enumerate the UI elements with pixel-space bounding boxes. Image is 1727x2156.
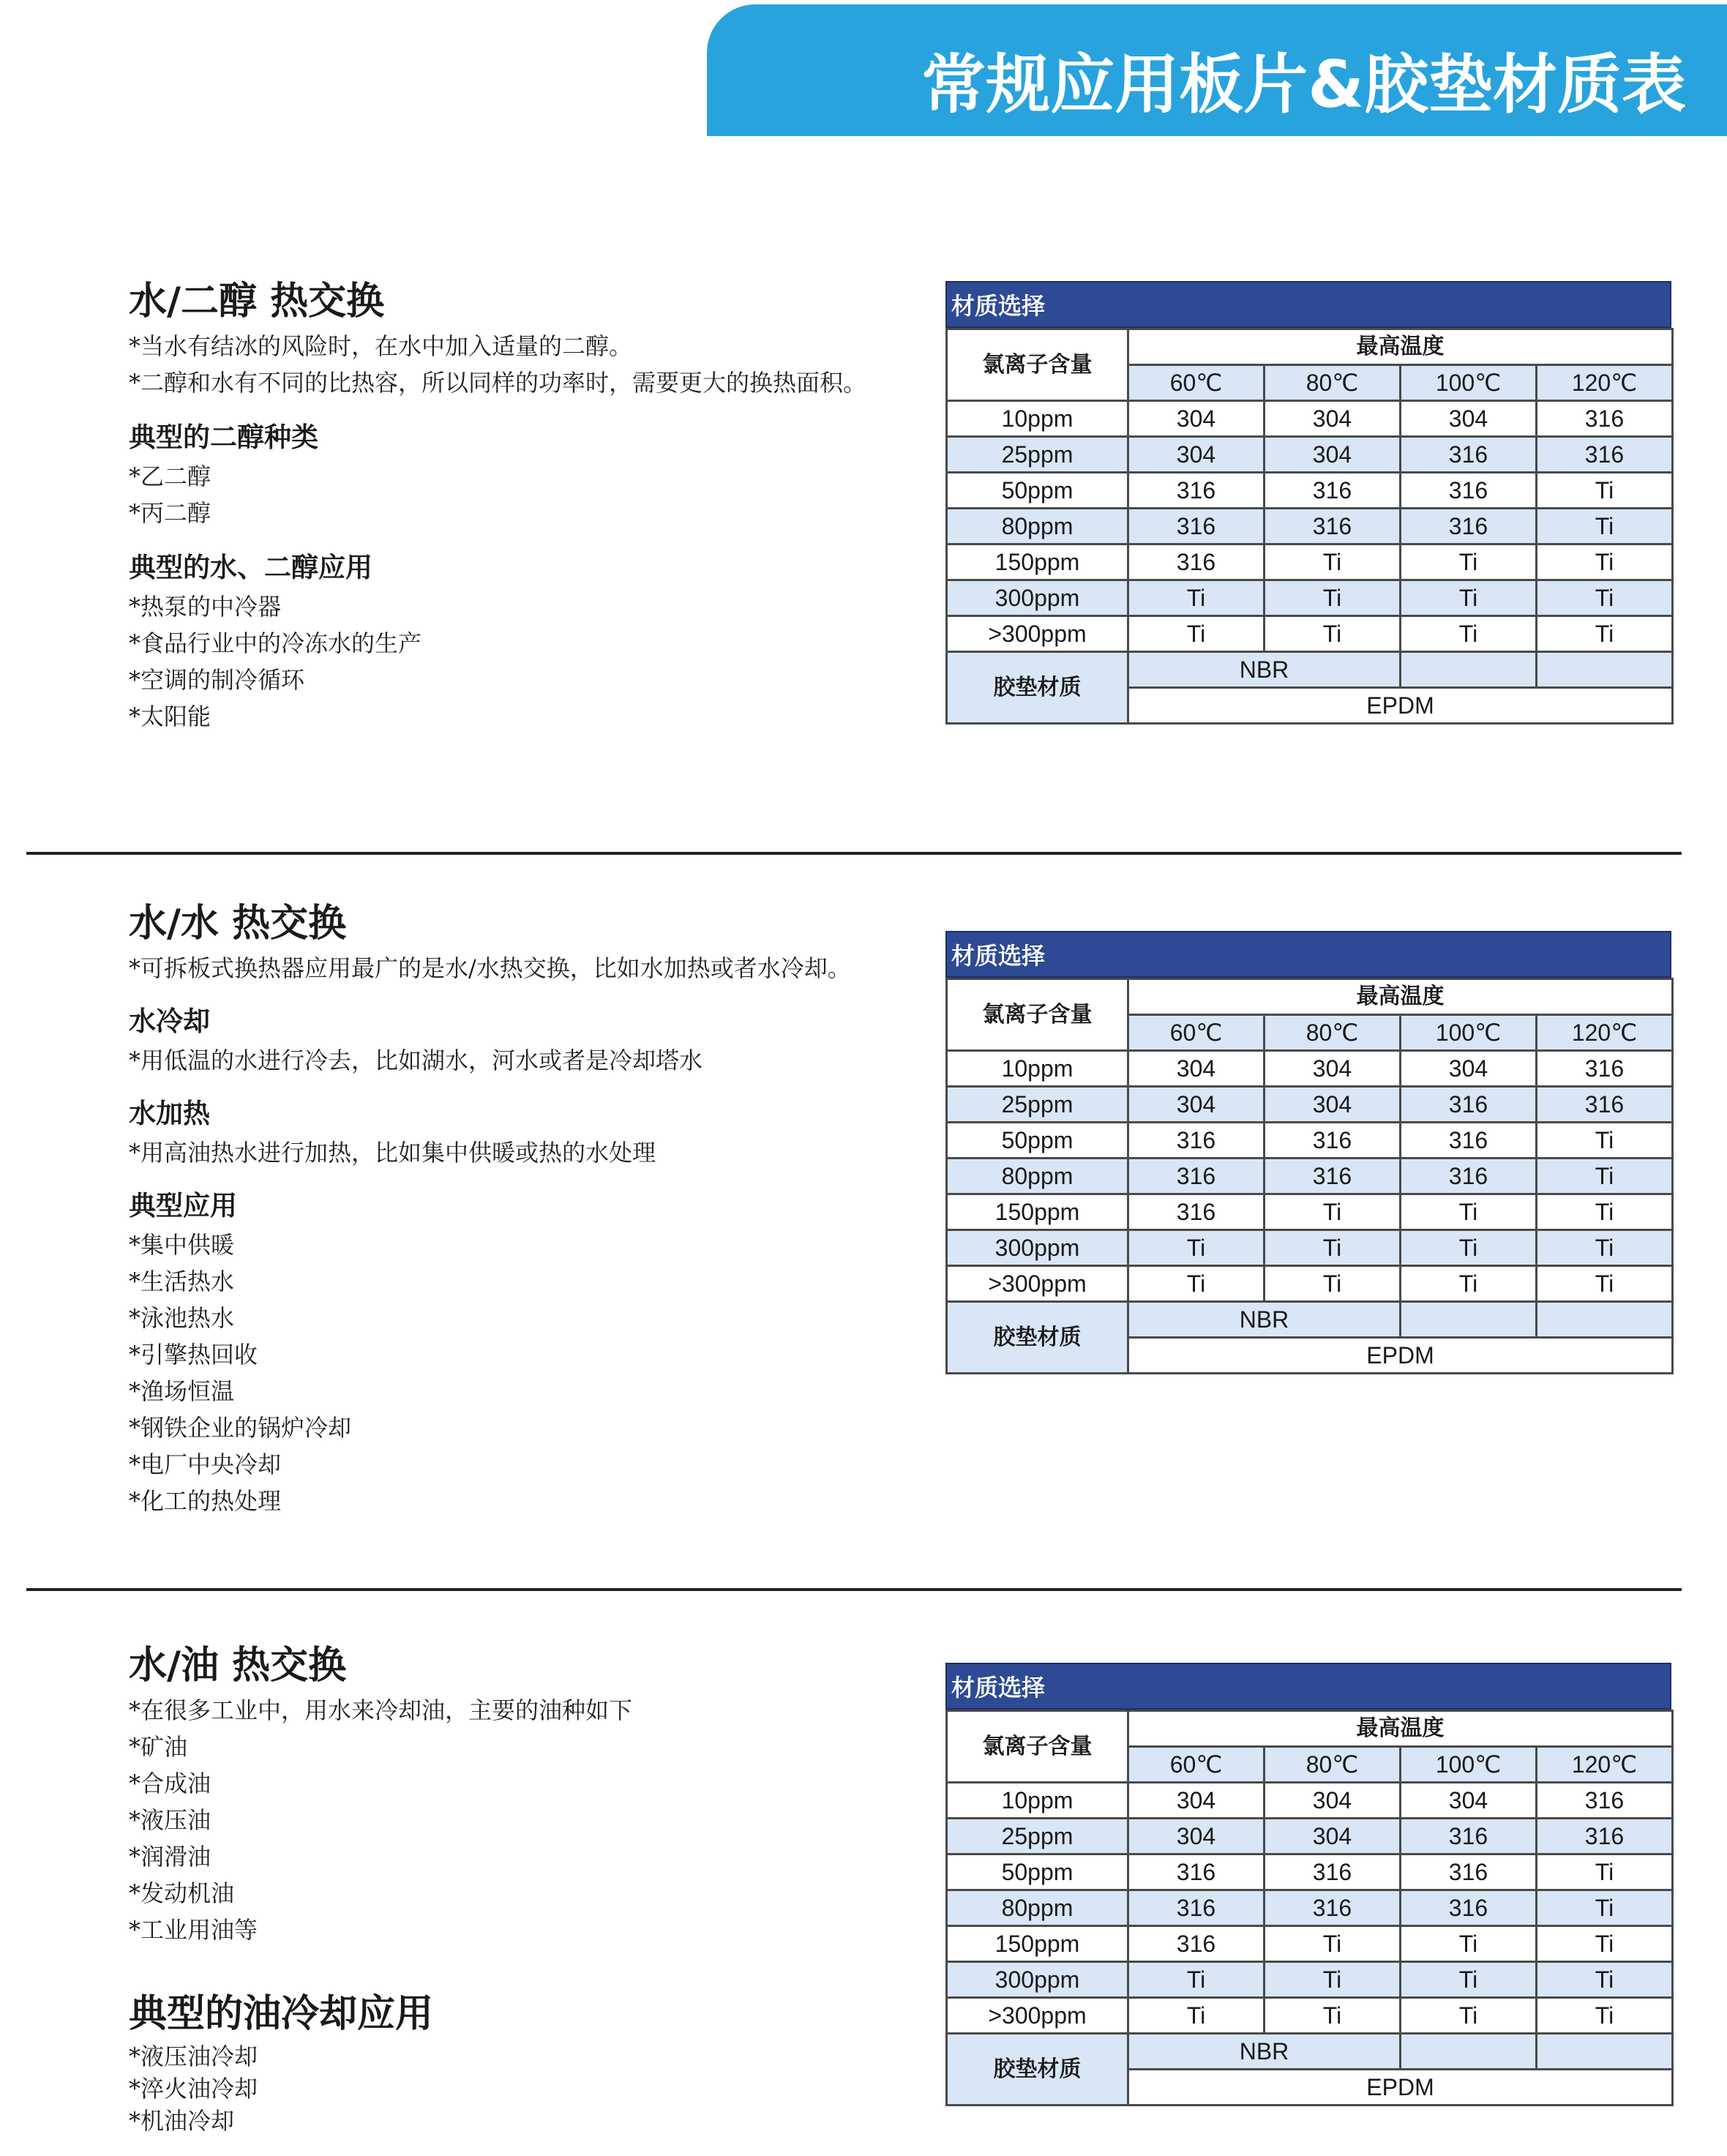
material-cell: Ti: [1537, 1890, 1673, 1926]
ppm-cell: 80ppm: [947, 1890, 1128, 1926]
material-cell: Ti: [1265, 1926, 1401, 1962]
group-heading: 水冷却: [129, 1006, 210, 1037]
material-cell: Ti: [1537, 580, 1673, 616]
chloride-header: 氯离子含量: [947, 979, 1128, 1051]
table-row: [947, 1230, 1673, 1266]
material-cell: Ti: [1537, 1854, 1673, 1890]
ppm-cell: 150ppm: [947, 1194, 1128, 1230]
material-cell: 316: [1537, 401, 1673, 437]
gasket-empty-cell: [1401, 2034, 1537, 2070]
table-row: [947, 1051, 1673, 1087]
section-text: [129, 897, 934, 1519]
max-temp-header: 最高温度: [1128, 979, 1673, 1015]
material-cell: 316: [1401, 473, 1537, 509]
table-row: [947, 401, 1673, 437]
group-heading: 典型应用: [129, 1190, 237, 1221]
material-cell: Ti: [1537, 1962, 1673, 1998]
list-item: *电厂中央冷却: [129, 1451, 282, 1478]
material-cell: Ti: [1537, 616, 1673, 652]
material-cell: 316: [1128, 1890, 1265, 1926]
material-cell: 304: [1128, 1051, 1265, 1087]
list-item: *液压油冷却: [129, 2043, 258, 2070]
material-cell: Ti: [1128, 580, 1265, 616]
material-cell: 316: [1265, 509, 1401, 544]
temp-header: 80℃: [1265, 365, 1401, 401]
temp-header: 80℃: [1265, 1747, 1401, 1783]
list-item: *食品行业中的冷冻水的生产: [129, 629, 422, 657]
material-cell: 316: [1537, 1051, 1673, 1087]
temp-header: 120℃: [1537, 365, 1673, 401]
material-cell: 316: [1401, 509, 1537, 544]
material-cell: 304: [1128, 1087, 1265, 1123]
material-cell: Ti: [1401, 1230, 1537, 1266]
material-cell: Ti: [1537, 473, 1673, 509]
gasket-label: 胶垫材质: [947, 1302, 1128, 1374]
material-cell: 316: [1128, 509, 1265, 544]
chloride-header: 氯离子含量: [947, 1711, 1128, 1783]
material-cell: 316: [1265, 473, 1401, 509]
gasket-label: 胶垫材质: [947, 2034, 1128, 2106]
material-cell: Ti: [1401, 580, 1537, 616]
table-row: [947, 544, 1673, 580]
group-heading: 典型的水、二醇应用: [129, 552, 372, 583]
material-cell: Ti: [1401, 1998, 1537, 2034]
material-cell: 316: [1401, 1819, 1537, 1854]
material-table-panel: [945, 281, 1671, 725]
section-divider: [26, 852, 1682, 855]
table-caption: 材质选择: [945, 281, 1671, 328]
table-row: [947, 1926, 1673, 1962]
list-item: *合成油: [129, 1770, 211, 1797]
material-cell: 316: [1128, 1194, 1265, 1230]
gasket-empty-cell: [1537, 2034, 1673, 2070]
table-row: [947, 1819, 1673, 1854]
list-item: *渔场恒温: [129, 1377, 235, 1405]
material-cell: 316: [1128, 544, 1265, 580]
ppm-cell: 25ppm: [947, 437, 1128, 473]
max-temp-header: 最高温度: [1128, 329, 1673, 365]
ppm-cell: 80ppm: [947, 1159, 1128, 1194]
table-row: [947, 1266, 1673, 1302]
ppm-cell: >300ppm: [947, 616, 1128, 652]
temp-header: 120℃: [1537, 1747, 1673, 1783]
gasket-nbr: NBR: [1128, 652, 1401, 688]
material-cell: Ti: [1401, 1926, 1537, 1962]
material-cell: 304: [1401, 401, 1537, 437]
ppm-cell: 50ppm: [947, 1854, 1128, 1890]
list-item: *工业用油等: [129, 1916, 258, 1944]
material-cell: Ti: [1265, 1194, 1401, 1230]
chloride-header: 氯离子含量: [947, 329, 1128, 401]
section-divider: [26, 1588, 1682, 1591]
material-table: [945, 328, 1674, 725]
list-item: *空调的制冷循环: [129, 666, 305, 694]
page-title: 常规应用板片&胶垫材质表: [921, 47, 1686, 122]
list-item: *钢铁企业的锅炉冷却: [129, 1414, 352, 1442]
material-cell: 316: [1401, 1854, 1537, 1890]
material-cell: 316: [1537, 1783, 1673, 1819]
material-cell: Ti: [1265, 1230, 1401, 1266]
material-table: [945, 1710, 1674, 2106]
list-item: *液压油: [129, 1806, 211, 1834]
material-cell: 316: [1128, 1159, 1265, 1194]
table-row: [947, 580, 1673, 616]
material-cell: Ti: [1128, 1962, 1265, 1998]
table-row: [947, 1194, 1673, 1230]
material-cell: 304: [1401, 1783, 1537, 1819]
table-caption: 材质选择: [945, 931, 1671, 978]
ppm-cell: 300ppm: [947, 1962, 1128, 1998]
material-cell: Ti: [1401, 616, 1537, 652]
temp-header: 100℃: [1401, 365, 1537, 401]
list-item: *集中供暖: [129, 1231, 235, 1259]
material-cell: 304: [1401, 1051, 1537, 1087]
list-item: *矿油: [129, 1733, 188, 1761]
table-row: [947, 509, 1673, 544]
temp-header: 100℃: [1401, 1015, 1537, 1051]
ppm-cell: 50ppm: [947, 473, 1128, 509]
ppm-cell: 25ppm: [947, 1819, 1128, 1854]
table-row: [947, 1962, 1673, 1998]
material-cell: 316: [1537, 437, 1673, 473]
material-cell: Ti: [1537, 509, 1673, 544]
material-cell: 316: [1265, 1890, 1401, 1926]
ppm-cell: 10ppm: [947, 1051, 1128, 1087]
list-item: *用高油热水进行加热，比如集中供暖或热的水处理: [129, 1139, 656, 1167]
material-cell: Ti: [1265, 1266, 1401, 1302]
gasket-label: 胶垫材质: [947, 652, 1128, 724]
material-table: [945, 978, 1674, 1374]
list-item: *机油冷却: [129, 2107, 235, 2135]
material-cell: 316: [1265, 1854, 1401, 1890]
section-title: 水/水 热交换: [129, 902, 347, 946]
material-cell: Ti: [1128, 1998, 1265, 2034]
ppm-cell: 150ppm: [947, 1926, 1128, 1962]
table-row: [947, 473, 1673, 509]
gasket-empty-cell: [1401, 1302, 1537, 1338]
temp-header: 60℃: [1128, 365, 1265, 401]
material-cell: Ti: [1537, 544, 1673, 580]
table-row: [947, 1159, 1673, 1194]
material-cell: 304: [1265, 1819, 1401, 1854]
material-cell: Ti: [1401, 1194, 1537, 1230]
material-cell: Ti: [1265, 1962, 1401, 1998]
material-table-panel: [945, 1663, 1671, 2106]
material-cell: 316: [1537, 1087, 1673, 1123]
temp-header: 80℃: [1265, 1015, 1401, 1051]
material-cell: 316: [1401, 1890, 1537, 1926]
ppm-cell: 50ppm: [947, 1123, 1128, 1159]
material-cell: 304: [1128, 1783, 1265, 1819]
table-row: [947, 1783, 1673, 1819]
gasket-epdm: EPDM: [1128, 688, 1673, 724]
table-caption: 材质选择: [945, 1663, 1671, 1710]
list-item: *太阳能: [129, 703, 211, 730]
list-item: *淬火油冷却: [129, 2075, 258, 2103]
group-heading: 典型的油冷却应用: [129, 1992, 434, 2036]
material-cell: Ti: [1265, 580, 1401, 616]
list-item: *发动机油: [129, 1879, 235, 1907]
section-title: 水/二醇 热交换: [129, 280, 385, 323]
gasket-empty-cell: [1537, 652, 1673, 688]
list-item: *生活热水: [129, 1268, 235, 1295]
gasket-nbr: NBR: [1128, 1302, 1401, 1338]
group-heading: 典型的二醇种类: [129, 422, 318, 453]
ppm-cell: >300ppm: [947, 1998, 1128, 2034]
table-row: [947, 1890, 1673, 1926]
section-title: 水/油 热交换: [129, 1644, 347, 1688]
table-row: [947, 1998, 1673, 2034]
ppm-cell: 10ppm: [947, 401, 1128, 437]
material-cell: 316: [1128, 1854, 1265, 1890]
group-heading: 水加热: [129, 1098, 210, 1129]
material-cell: Ti: [1537, 1926, 1673, 1962]
table-row: [947, 616, 1673, 652]
material-cell: Ti: [1265, 1998, 1401, 2034]
material-cell: 316: [1401, 1159, 1537, 1194]
list-item: *热泵的中冷器: [129, 593, 282, 621]
ppm-cell: 300ppm: [947, 1230, 1128, 1266]
table-row: [947, 437, 1673, 473]
max-temp-header: 最高温度: [1128, 1711, 1673, 1747]
gasket-epdm: EPDM: [1128, 2070, 1673, 2106]
intro-line: *可拆板式换热器应用最广的是水/水热交换，比如水加热或者水冷却。: [129, 954, 851, 982]
material-cell: Ti: [1537, 1159, 1673, 1194]
material-cell: Ti: [1128, 1230, 1265, 1266]
material-cell: 316: [1401, 1087, 1537, 1123]
ppm-cell: 150ppm: [947, 544, 1128, 580]
list-item: *泳池热水: [129, 1304, 235, 1332]
material-cell: 304: [1265, 1087, 1401, 1123]
material-cell: 316: [1128, 473, 1265, 509]
material-cell: 316: [1401, 1123, 1537, 1159]
material-cell: 304: [1265, 1783, 1401, 1819]
material-cell: Ti: [1401, 544, 1537, 580]
material-cell: 316: [1128, 1926, 1265, 1962]
material-cell: Ti: [1401, 1266, 1537, 1302]
intro-line: *在很多工业中，用水来冷却油，主要的油种如下: [129, 1696, 633, 1724]
ppm-cell: 25ppm: [947, 1087, 1128, 1123]
material-cell: 304: [1128, 1819, 1265, 1854]
material-cell: 304: [1265, 401, 1401, 437]
temp-header: 60℃: [1128, 1747, 1265, 1783]
section-text: [129, 1639, 934, 2137]
material-cell: Ti: [1128, 1266, 1265, 1302]
material-cell: 316: [1265, 1123, 1401, 1159]
table-row: [947, 1123, 1673, 1159]
list-item: *丙二醇: [129, 499, 211, 527]
gasket-epdm: EPDM: [1128, 1338, 1673, 1374]
material-cell: 316: [1128, 1123, 1265, 1159]
material-cell: 316: [1265, 1159, 1401, 1194]
ppm-cell: 10ppm: [947, 1783, 1128, 1819]
material-cell: Ti: [1537, 1266, 1673, 1302]
list-item: *化工的热处理: [129, 1487, 282, 1515]
material-cell: 304: [1265, 1051, 1401, 1087]
material-cell: Ti: [1537, 1230, 1673, 1266]
list-item: *用低温的水进行冷去，比如湖水，河水或者是冷却塔水: [129, 1047, 703, 1074]
gasket-nbr: NBR: [1128, 2034, 1401, 2070]
gasket-empty-cell: [1401, 652, 1537, 688]
table-row: [947, 1854, 1673, 1890]
header-banner: [707, 4, 1727, 136]
list-item: *润滑油: [129, 1843, 211, 1871]
material-cell: Ti: [1265, 544, 1401, 580]
table-row: [947, 1087, 1673, 1123]
material-cell: 304: [1128, 401, 1265, 437]
intro-line: *当水有结冰的风险时，在水中加入适量的二醇。: [129, 332, 633, 360]
temp-header: 60℃: [1128, 1015, 1265, 1051]
material-cell: Ti: [1128, 616, 1265, 652]
material-cell: 304: [1265, 437, 1401, 473]
material-cell: Ti: [1265, 616, 1401, 652]
material-cell: Ti: [1537, 1998, 1673, 2034]
ppm-cell: 80ppm: [947, 509, 1128, 544]
list-item: *引擎热回收: [129, 1341, 258, 1369]
material-cell: Ti: [1537, 1194, 1673, 1230]
intro-line: *二醇和水有不同的比热容，所以同样的功率时，需要更大的换热面积。: [129, 369, 867, 397]
gasket-empty-cell: [1537, 1302, 1673, 1338]
material-cell: 316: [1401, 437, 1537, 473]
material-cell: Ti: [1401, 1962, 1537, 1998]
material-cell: 316: [1537, 1819, 1673, 1854]
section-text: [129, 275, 934, 735]
ppm-cell: 300ppm: [947, 580, 1128, 616]
temp-header: 120℃: [1537, 1015, 1673, 1051]
list-item: *乙二醇: [129, 463, 211, 490]
material-cell: 304: [1128, 437, 1265, 473]
material-table-panel: [945, 931, 1671, 1374]
material-cell: Ti: [1537, 1123, 1673, 1159]
ppm-cell: >300ppm: [947, 1266, 1128, 1302]
temp-header: 100℃: [1401, 1747, 1537, 1783]
